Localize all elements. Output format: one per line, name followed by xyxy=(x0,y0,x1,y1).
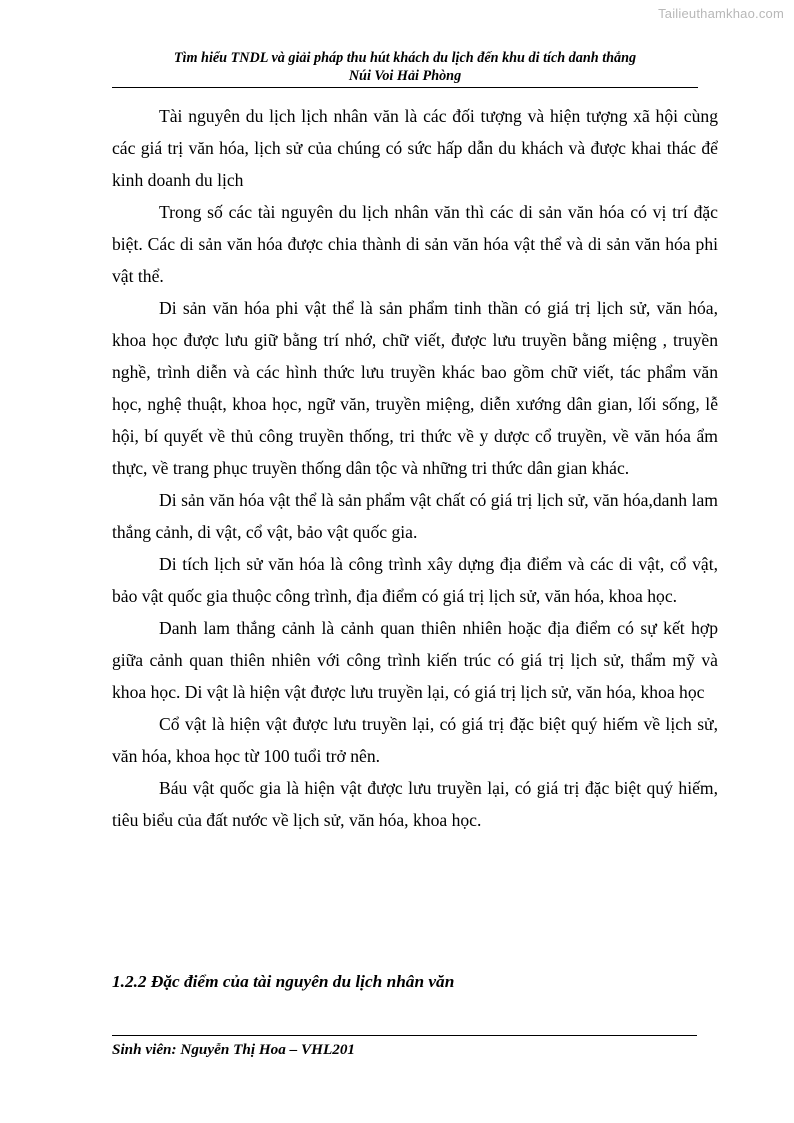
footer-rule xyxy=(112,1035,697,1036)
section-heading: 1.2.2 Đặc điểm của tài nguyên du lịch nhân văn xyxy=(112,972,455,991)
paragraph: Cổ vật là hiện vật được lưu truyền lại, có giá trị đặc biệt quý hiếm về lịch sử, văn hóa, khoa học từ 100 tuổi trở nên. xyxy=(112,714,718,766)
paragraph: Tài nguyên du lịch lịch nhân văn là các đối tượng và hiện tượng xã hội cùng các giá trị văn hóa, lịch sử của chúng có sức hấp dẫn du khách và được khai thác để kinh doanh du lịch xyxy=(112,106,718,190)
header-rule xyxy=(112,87,698,88)
body-text xyxy=(112,100,718,836)
running-header xyxy=(112,49,698,85)
paragraph: Di sản văn hóa phi vật thể là sản phẩm tinh thần có giá trị lịch sử, văn hóa, khoa học được lưu giữ bằng trí nhớ, chữ viết, được lưu truyền bằng miệng , truyền nghề, trình diễn và các hình thức lưu truyền khác bao gồm chữ viết, tác phẩm văn học, nghệ thuật, khoa học, ngữ văn, truyền miệng, diễn xướng dân gian, lối sống, lễ hội, bí quyết về thủ công truyền thống, tri thức về y dược cổ truyền, về văn hóa ẩm thực, về trang phục truyền thống dân tộc và những tri thức dân gian khác. xyxy=(112,298,718,478)
header-line-1: Tìm hiểu TNDL và giải pháp thu hút khách du lịch đến khu di tích danh thắng xyxy=(173,50,637,66)
paragraph: Danh lam thắng cảnh là cảnh quan thiên nhiên hoặc địa điểm có sự kết hợp giữa cảnh quan thiên nhiên với công trình kiến trúc có giá trị lịch sử, thẩm mỹ và khoa học. Di vật là hiện vật được lưu truyền lại, có giá trị lịch sử, văn hóa, khoa học xyxy=(112,618,718,702)
paragraph: Trong số các tài nguyên du lịch nhân văn thì các di sản văn hóa có vị trí đặc biệt. Các di sản văn hóa được chia thành di sản văn hóa vật thể và di sản văn hóa phi vật thể. xyxy=(112,202,718,286)
paragraph: Báu vật quốc gia là hiện vật được lưu truyền lại, có giá trị đặc biệt quý hiếm, tiêu biểu của đất nước về lịch sử, văn hóa, khoa học. xyxy=(112,778,718,830)
header-line-2: Núi Voi Hải Phòng xyxy=(348,68,462,84)
page-footer: Sinh viên: Nguyễn Thị Hoa – VHL201 xyxy=(112,1041,356,1058)
paragraph: Di tích lịch sử văn hóa là công trình xây dựng địa điểm và các di vật, cổ vật, bảo vật quốc gia thuộc công trình, địa điểm có giá trị lịch sử, văn hóa, khoa học. xyxy=(112,554,718,606)
watermark: Tailieuthamkhao.com xyxy=(658,6,784,21)
paragraph: Di sản văn hóa vật thể là sản phẩm vật chất có giá trị lịch sử, văn hóa,danh lam thắng cảnh, di vật, cổ vật, bảo vật quốc gia. xyxy=(112,490,718,542)
